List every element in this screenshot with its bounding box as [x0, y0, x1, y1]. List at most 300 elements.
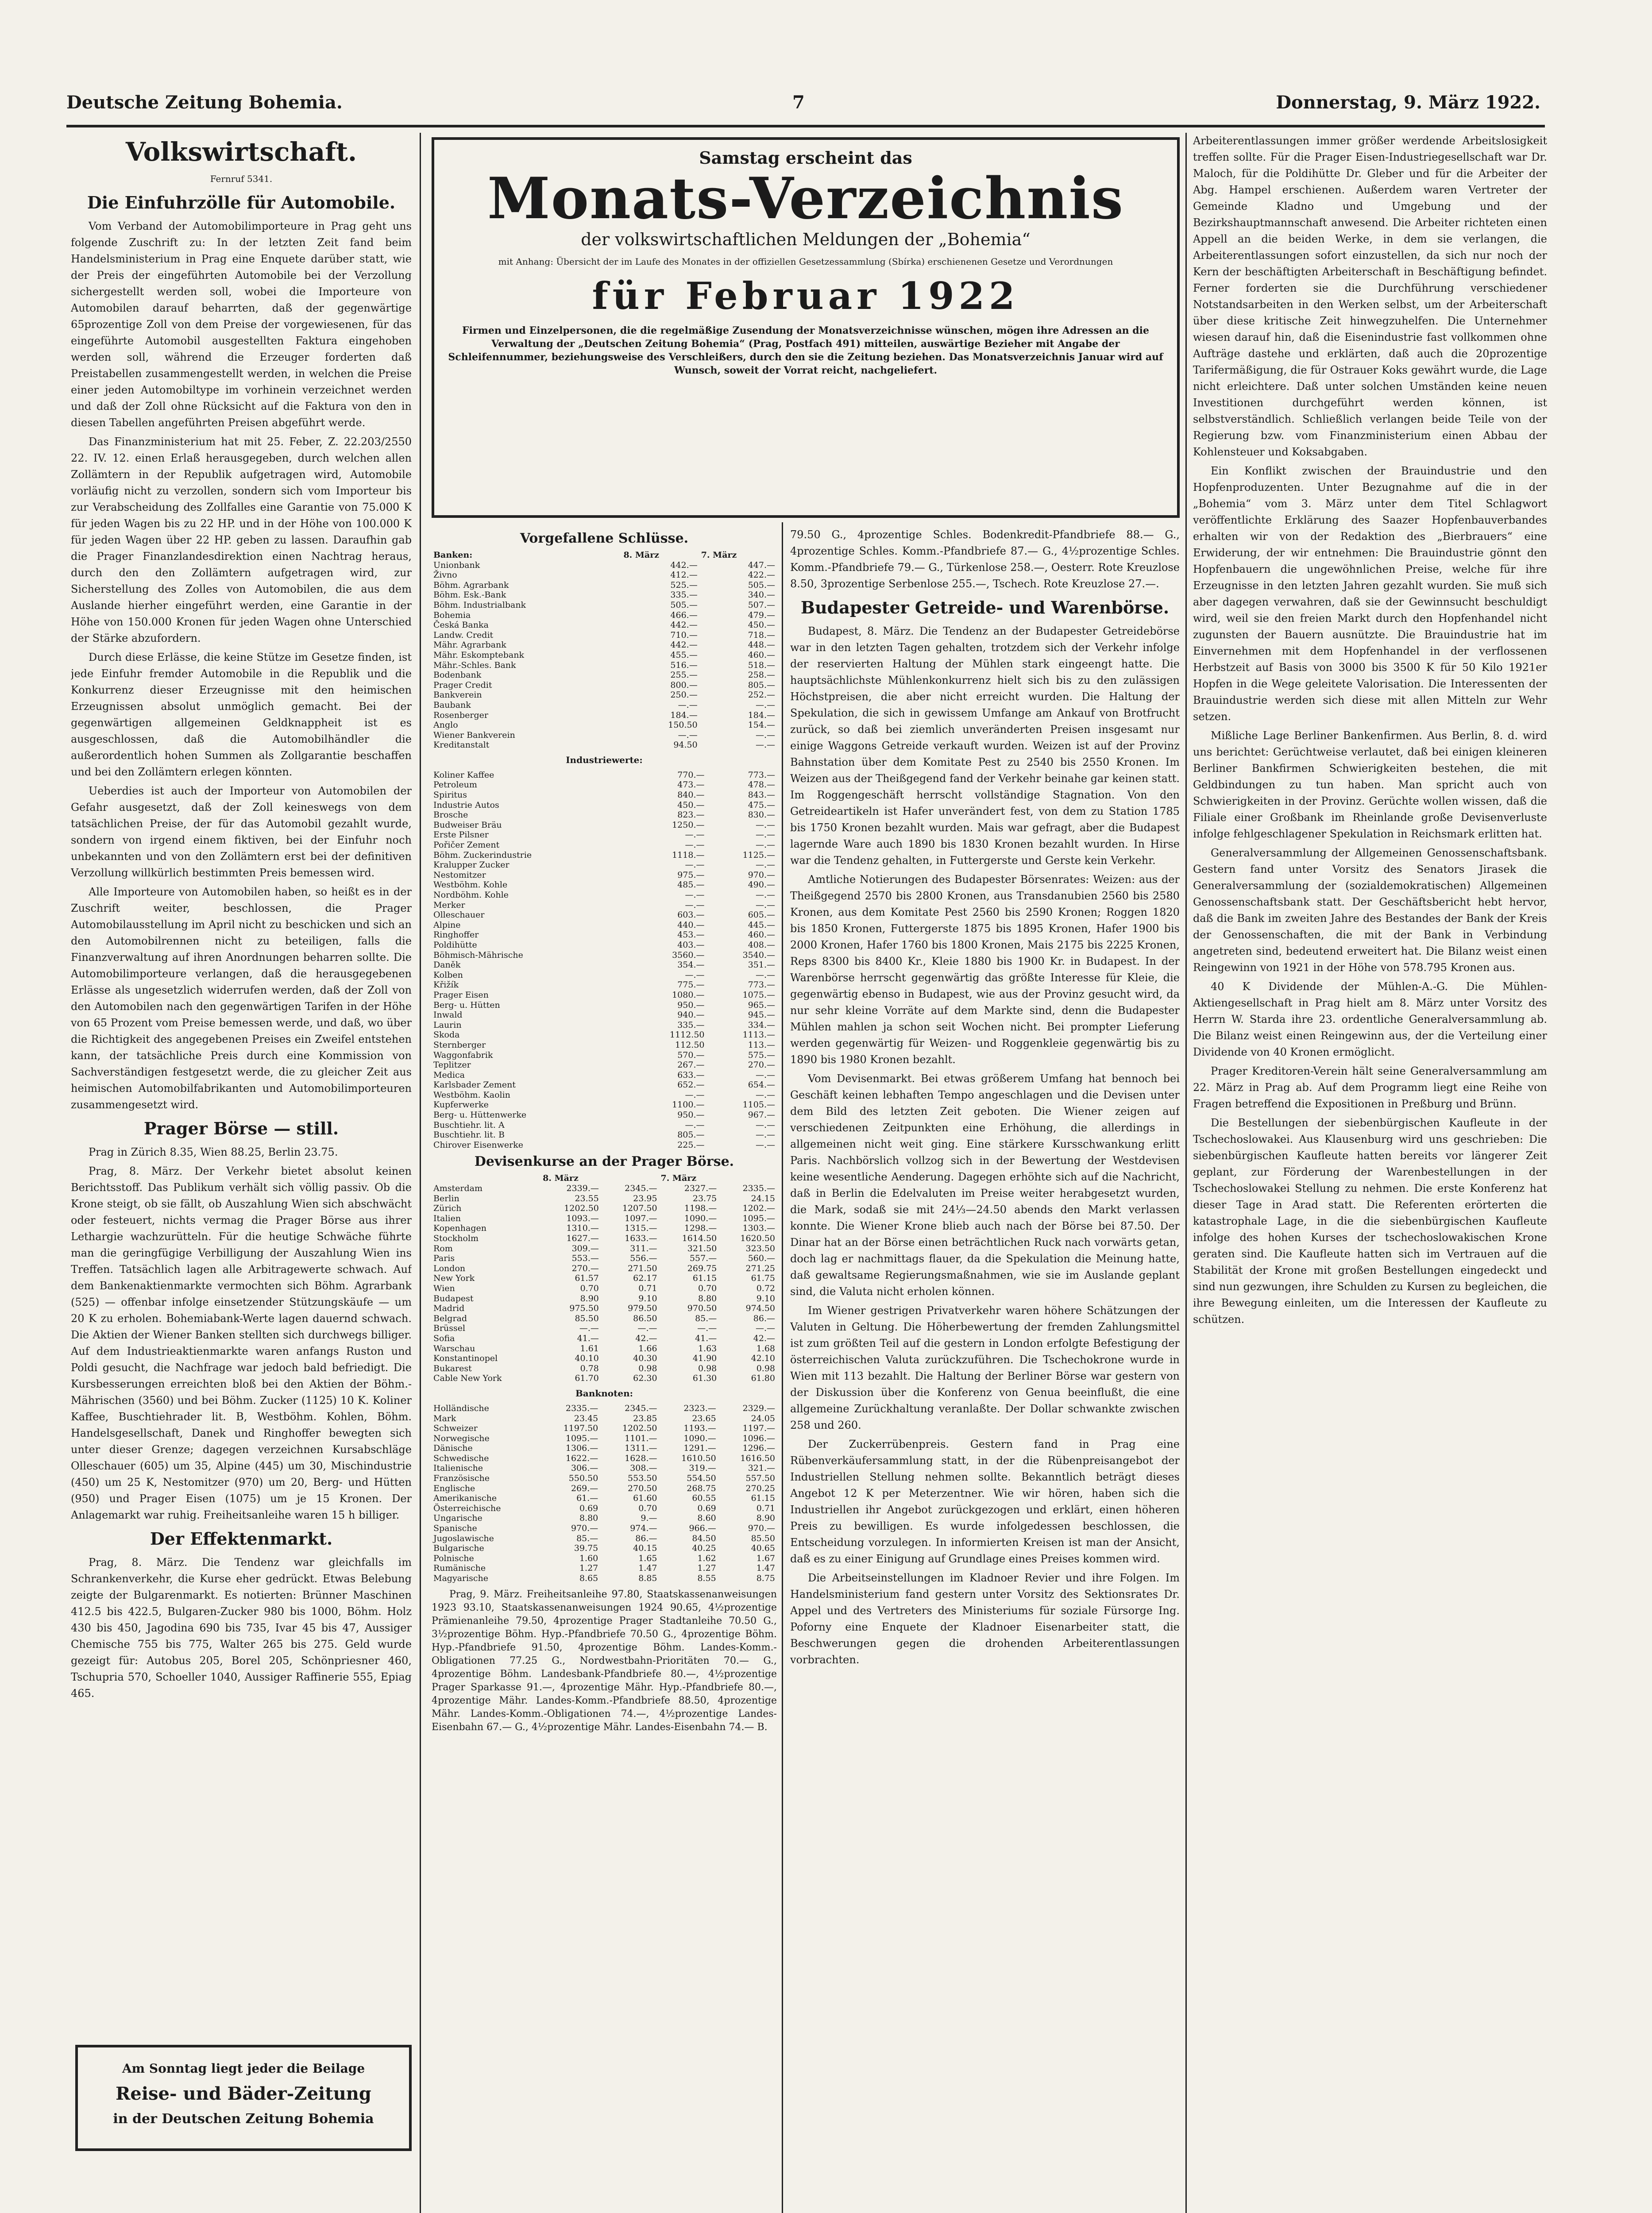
table-row — [432, 1353, 777, 1364]
row-value: 270.— — [748, 1060, 775, 1070]
table-row — [432, 990, 777, 1000]
row-value: 41.90 — [692, 1353, 717, 1364]
row-value: 773.— — [748, 770, 775, 780]
table-row — [432, 1344, 777, 1354]
row-value: 970.— — [571, 1523, 598, 1534]
row-value: 94.50 — [673, 740, 698, 750]
anlagen-paragraph: Prag, 9. März. Freiheitsanleihe 97.80, Staatskassenanweisungen 1923 93.10, Staatskassenanweisungen 1924 90.65, 4½prozentige Prämienanleihe 79.50, 4prozentige Prager Stadtanleihe 70.50 G., 3½prozentige Böhm. Hyp.-Pfandbriefe 70.50 G., 4prozentige Böhm. Hyp.-Pfandbriefe 91.50, 4prozentige Böhm. Landes-Komm.-Obligationen 77.25 G., Nordwestbahn-Prioritäten 70.— G., 4prozentige Böhm. Landesbank-Pfandbriefe 80.—, 4½prozentige Prager Sparkasse 91.—, 4prozentige Mähr. Hyp.-Pfandbriefe 80.—, 4prozentige Mähr. Landes-Komm.-Pfandbriefe 88.50, 4prozentige Mähr. Landes-Komm.-Obligationen 74.—, 4½prozentige Landes-Eisenbahn 67.— G., 4½prozentige Mähr. Landes-Eisenbahn 74.— B. — [432, 1588, 777, 1733]
row-value: 1310.— — [566, 1223, 599, 1234]
row-value: 518.— — [748, 660, 775, 670]
row-value: 560.— — [748, 1253, 775, 1264]
row-value: 1616.50 — [740, 1453, 775, 1463]
row-value: 3540.— — [742, 950, 775, 960]
row-value: 1090.— — [683, 1433, 716, 1443]
row-label: Merker — [433, 900, 465, 910]
table-row — [432, 1253, 777, 1264]
row-value: 1298.— — [684, 1223, 717, 1234]
row-value: 603.— — [677, 910, 705, 920]
row-value: —.— — [755, 1323, 775, 1334]
row-value: 321.50 — [687, 1243, 717, 1253]
table-header: 7. März — [660, 1173, 697, 1184]
table-row — [432, 1414, 777, 1424]
row-label: Rom — [433, 1243, 453, 1253]
row-value: 1610.50 — [681, 1453, 716, 1463]
table-row — [432, 1573, 777, 1584]
row-value: 86.— — [635, 1533, 657, 1543]
article-paragraph: 79.50 G., 4prozentige Schles. Bodenkredit-Pfandbriefe 88.— G., 4prozentige Schles. Komm.-Pfandbriefe 87.— G., 4½prozentige Schles. Komm.-Pfandbriefe 79.— G., Türkenlose 258.—, Oesterr. Rote Kreuzlose 8.50, 3prozentige Serbenlose 255.—, Tschech. Rote Kreuzlose 27.—. — [790, 528, 1180, 590]
beilage-line-1: Am Sonntag liegt jeder die Beilage — [122, 2061, 365, 2076]
row-value: —.— — [685, 900, 705, 910]
article-paragraph: Die Arbeitseinstellungen im Kladnoer Revier und ihre Folgen. Im Handelsministerium fand gestern unter Vorsitz des Sektionsrates Dr. Appel und des Vertreters des Ministeriums für soziale Fürsorge Ing. Poforny eine Enquete der Kladnoer Eisenarbeiter statt, die Beschwerungen gegen die drohenden Arbeiterentlassungen vorbrachten. — [790, 1572, 1180, 1666]
row-label: Koliner Kaffee — [433, 770, 494, 780]
row-label: Rumänische — [433, 1563, 486, 1573]
row-label: Kreditanstalt — [433, 740, 490, 750]
row-value: —.— — [755, 730, 775, 740]
row-value: 718.— — [748, 630, 775, 640]
row-value: 340.— — [748, 590, 775, 600]
row-value: 8.80 — [579, 1513, 598, 1523]
row-value: 354.— — [677, 960, 705, 970]
table-row — [432, 1453, 777, 1464]
row-value: 113.— — [748, 1040, 775, 1050]
row-label: Belgrad — [433, 1313, 467, 1323]
table-row — [432, 670, 777, 680]
row-value: 710.— — [670, 630, 698, 640]
row-label: Sternberger — [433, 1040, 486, 1050]
row-value: 39.75 — [574, 1543, 598, 1554]
ad-appendix: mit Anhang: Übersicht der im Laufe des Monates in der offiziellen Gesetzessammlung (Sbírka) erschienenen Gesetze und Verordnungen — [498, 256, 1113, 267]
article-paragraph: Alle Importeure von Automobilen haben, so heißt es in der Zuschrift weiter, beschlossen, die Prager Automobilausstellung im April nicht zu beschicken und sich an den Automobilrennen nicht zu beteiligen, falls die Finanzverwaltung auf ihren Anordnungen beharren sollte. Die Automobilimporteure verlangen, daß die herausgegebenen Erlässe als ungesetzlich widerrufen werden, daß der Zoll von den Automobilen nach den gegenwärtigen Tarifen in der Höhe von 65 Prozent vom Preise bemessen werde, und daß, wo über die Richtigkeit des angegebenen Preises ein Zweifel entstehen kann, der tatsächliche Preis durch eine Kommission von Sachverständigen festgesetzt werde, die zu gleicher Zeit aus heimischen Automobilfabrikanten und Automobilimporteuren zusammengesetzt wird. — [71, 886, 412, 1111]
row-label: Kralupper Zucker — [433, 860, 509, 870]
row-value: 652.— — [677, 1080, 705, 1090]
monats-verzeichnis-ad — [432, 137, 1180, 518]
row-value: 965.— — [748, 1000, 775, 1010]
table-row — [432, 1110, 777, 1120]
row-value: 267.— — [677, 1060, 705, 1070]
table-row — [432, 1010, 777, 1020]
row-value: 323.50 — [745, 1243, 775, 1253]
row-label: Budweiser Bräu — [433, 820, 502, 830]
row-value: 23.65 — [692, 1413, 716, 1423]
table-row — [432, 1000, 777, 1010]
row-value: 553.50 — [628, 1473, 657, 1484]
table-row — [432, 970, 777, 980]
row-value: 460.— — [748, 930, 775, 940]
row-value: 40.15 — [633, 1543, 657, 1554]
row-value: 0.98 — [756, 1363, 775, 1373]
row-value: 570.— — [677, 1050, 705, 1060]
article-paragraph: Durch diese Erlässe, die keine Stütze im Gesetze finden, ist jede Einfuhr fremder Automobile in die Republik und die Konkurrenz dieser Erzeugnisse mit den heimischen Erzeugnissen absolut unmöglich gemacht. Bei der gegenwärtigen allgemeinen Geldknappheit ist es ausgeschlossen, daß die Automobilhändler die außerordentlich hohen Summen als Zollgarantie beschaffen und bei den Zollämtern erlegen könnten. — [71, 651, 412, 778]
article-paragraph: Generalversammlung der Allgemeinen Genossenschaftsbank. Gestern fand unter Vorsitz des Senators Jirasek die Generalversammlung der (sozialdemokratischen) Allgemeinen Genossenschaftsbank statt. Der Geschäftsbericht hebt hervor, daß die Bank im zweiten Jahre des Bestandes der Bank der Kreis der Genossenschaften, die mit der Bank in Verbindung angetreten sind, bedeutend erweitert hat. Die Bilanz weist einen Reingewinn von 1921 in der Höhe von 578.795 Kronen aus. — [1193, 847, 1547, 974]
article-title-autozoelle: Die Einfuhrzölle für Automobile. — [87, 193, 396, 212]
row-value: 975.— — [677, 870, 705, 880]
table-row — [432, 820, 777, 830]
row-label: Erste Pilsner — [433, 830, 489, 840]
table-row — [432, 910, 777, 920]
row-label: Cable New York — [433, 1373, 502, 1384]
row-value: 773.— — [748, 980, 775, 990]
header-rule — [66, 125, 1545, 127]
row-value: 575.— — [748, 1050, 775, 1060]
row-value: 450.— — [748, 620, 775, 630]
row-value: 40.25 — [692, 1543, 716, 1554]
article-title-prager-boerse: Prager Börse — still. — [143, 1118, 339, 1138]
table-header: 8. März — [543, 1173, 579, 1184]
row-value: 440.— — [677, 920, 705, 930]
row-value: —.— — [685, 860, 705, 870]
issue-date: Donnerstag, 9. März 1922. — [1276, 92, 1540, 113]
row-value: 85.— — [576, 1533, 598, 1543]
row-value: 475.— — [748, 800, 775, 810]
article-title-effektenmarkt: Der Effektenmarkt. — [150, 1529, 333, 1549]
table-row — [432, 1223, 777, 1234]
row-label: Bukarest — [433, 1363, 472, 1373]
row-value: 1303.— — [742, 1223, 775, 1234]
table-row — [432, 1484, 777, 1494]
row-value: 269.75 — [687, 1263, 717, 1273]
row-value: —.— — [755, 740, 775, 750]
table-row — [432, 1273, 777, 1284]
row-value: 1197.— — [742, 1423, 775, 1434]
row-label: Böhm. Zuckerindustrie — [433, 850, 532, 860]
row-value: 0.98 — [698, 1363, 717, 1373]
table1-title: Vorgefallene Schlüsse. — [520, 531, 689, 546]
row-value: 1198.— — [684, 1203, 717, 1214]
row-value: 9.10 — [638, 1293, 657, 1303]
table-row — [432, 1060, 777, 1070]
row-value: 966.— — [689, 1523, 716, 1534]
row-value: 950.— — [677, 1110, 705, 1120]
row-value: 61.75 — [751, 1273, 775, 1284]
row-label: Wien — [433, 1283, 455, 1293]
table-row — [432, 1050, 777, 1060]
table-row — [432, 640, 777, 650]
row-label: Nestomitzer — [433, 870, 486, 880]
row-label: Mähr.-Schles. Bank — [433, 660, 516, 670]
row-label: Ungarische — [433, 1513, 482, 1523]
row-value: 1105.— — [742, 1100, 775, 1110]
row-value: 334.— — [748, 1020, 775, 1030]
row-value: 442.— — [670, 560, 698, 570]
table-row — [432, 920, 777, 930]
schluesse-table — [432, 550, 777, 750]
row-value: 0.70 — [698, 1283, 717, 1293]
row-label: Mähr. Eskomptebank — [433, 650, 524, 660]
row-value: 775.— — [677, 980, 705, 990]
row-value: 840.— — [677, 790, 705, 800]
table-row — [432, 1423, 777, 1434]
newspaper-name: Deutsche Zeitung Bohemia. — [66, 92, 343, 113]
row-value: 60.55 — [692, 1493, 716, 1504]
row-value: 805.— — [677, 1130, 705, 1140]
table-row — [432, 1070, 777, 1080]
row-value: 85.— — [695, 1313, 717, 1323]
row-value: 412.— — [670, 570, 698, 580]
row-value: 0.71 — [756, 1503, 775, 1513]
row-value: 442.— — [670, 620, 698, 630]
row-value: 271.25 — [745, 1263, 775, 1273]
table-row — [432, 1030, 777, 1040]
row-value: 62.30 — [633, 1373, 657, 1384]
table-row — [432, 590, 777, 600]
table-row — [432, 1443, 777, 1453]
row-value: 23.85 — [633, 1413, 657, 1423]
row-label: Prager Eisen — [433, 990, 489, 1000]
row-value: 225.— — [677, 1140, 705, 1150]
row-label: Teplitzer — [433, 1060, 471, 1070]
table-row — [432, 1364, 777, 1374]
row-label: Buschtiehr. lit. A — [433, 1120, 505, 1130]
table-row — [432, 630, 777, 640]
row-label: Konstantinopel — [433, 1353, 498, 1364]
row-value: 1622.— — [565, 1453, 598, 1463]
row-value: 970.— — [748, 870, 775, 880]
row-value: 1096.— — [742, 1433, 775, 1443]
row-value: 61.57 — [575, 1273, 599, 1284]
column-3 — [790, 527, 1180, 2213]
table-row — [432, 1543, 777, 1554]
row-value: 1202.50 — [622, 1423, 657, 1434]
table-row — [432, 960, 777, 970]
row-value: 450.— — [677, 800, 705, 810]
row-value: 447.— — [748, 560, 775, 570]
table-row — [432, 1534, 777, 1544]
row-label: Buschtiehr. lit. B — [433, 1130, 505, 1140]
table-row — [432, 1314, 777, 1324]
row-value: 62.17 — [633, 1273, 657, 1284]
row-label: Stockholm — [433, 1234, 479, 1243]
row-label: Budapest — [433, 1293, 474, 1303]
row-value: 2339.— — [566, 1184, 599, 1194]
row-value: 9.10 — [756, 1293, 775, 1303]
row-label: Poldihütte — [433, 940, 477, 950]
beilage-line-3: in der Deutschen Zeitung Bohemia — [113, 2111, 374, 2127]
article-paragraph: Prag, 8. März. Die Tendenz war gleichfalls im Schrankenverkehr, die Kurse eher gedrückt. Etwas Belebung zeigte der Bulgarenmarkt. Es notierten: Brünner Maschinen 412.5 bis 422.5, Bulgaren-Zucker 980 bis 1000, Böhm. Holz 430 bis 450, Jagodina 690 bis 735, Ivar 45 bis 47, Aussiger Chemische 755 bis 775, Walter 265 bis 275. Geld wurde gezeigt für: Autobus 205, Borel 205, Schönpriesner 460, Tschupria 570, Schoeller 1040, Aussiger Raffinerie 555, Epiag 465. — [71, 1556, 412, 1700]
row-value: 150.50 — [668, 720, 698, 730]
row-value: 654.— — [748, 1080, 775, 1090]
row-label: Dänische — [433, 1443, 473, 1453]
row-value: 442.— — [670, 640, 698, 650]
industriewerte-table — [432, 770, 777, 1150]
table-row — [432, 560, 777, 571]
row-value: 3560.— — [672, 950, 705, 960]
row-value: 1.47 — [638, 1563, 657, 1573]
row-value: 975.50 — [569, 1303, 599, 1314]
row-value: —.— — [678, 730, 698, 740]
row-value: 8.85 — [638, 1573, 657, 1583]
article-paragraph: Budapest, 8. März. Die Tendenz an der Budapester Getreidebörse war in den letzten Tagen gehalten, trotzdem sich der Verkehr infolge der reservierten Haltung der Mühlen stark eingeengt hatte. Die hauptsächlichste Mühlenkonkurrenz hielt sich bis zu den zulässigen Höchstpreisen, die aber nicht erreicht wurden. Die Haltung der Spekulation, die sich in gewissem Umfange am Ankauf von Brotfrucht zurück, so daß bei ziemlich unveränderten Preisen insgesamt nur einige Waggons Getreide verkauft wurden. Weizen ist auf der Provinz Bahnstation über dem Komitate Pest zu 2540 bis 2550 Kronen. Im Weizen aus der Theißgegend fand der Verkehr beinahe gar keinen statt. Im Roggengeschäft herrscht vollständige Stagnation. Von den Getreideartikeln ist Hafer unverändert fest, von dem zu Station 1785 bis 1750 Kronen bezahlt wurden. Mais war gefragt, aber die Budapest lagernde Ware auch 1890 bis 1830 Kronen bezahlt wurden. In Hirse war die Tendenz gehalten, in Futtergerste und Gerste kein Verkehr. — [790, 625, 1180, 867]
row-value: 8.75 — [756, 1573, 775, 1583]
row-value: 61.80 — [751, 1373, 775, 1384]
row-value: 1.65 — [638, 1553, 657, 1563]
row-value: 1291.— — [683, 1443, 716, 1453]
row-value: 408.— — [748, 940, 775, 950]
article-paragraph: Amtliche Notierungen des Budapester Börsenrates: Weizen: aus der Theißgegend 2570 bis 2800 Kronen, aus Transdanubien 2560 bis 2580 Kronen, aus dem Komitate Pest 2560 bis 2590 Kronen; Roggen 1820 bis 1850 Kronen, Futtergerste 1875 bis 1895 Kronen, Hafer 1900 bis 2000 Kronen, Hafer 1760 bis 1800 Kronen, Mais 2175 bis 2225 Kronen, Reps 8300 bis 8400 Kr., Kleie 1880 bis 1900 Kr. in Budapest. In der Warenbörse herrscht gegenwärtig das größte Interesse für Kleie, die gegenwärtig ebenso in Budapest, wie aus der Provinz gesucht wird, da nur sehr kleine Vorräte auf dem Markte sind, denn die Budapester Mühlen mahlen ja schon seit Wochen nicht. Bei prompter Lieferung werden gegenwärtig für Weizen- und Roggenkleie gegenwärtig bis zu 1890 bis 1980 Kronen bezahlt. — [790, 873, 1180, 1066]
table-row — [432, 610, 777, 621]
table-row — [432, 1264, 777, 1274]
row-value: 1614.50 — [682, 1234, 717, 1243]
ad-month: für Februar 1922 — [592, 274, 1019, 318]
column-4 — [1193, 133, 1547, 2213]
row-label: Madrid — [433, 1303, 465, 1314]
row-label: Inwald — [433, 1010, 463, 1020]
row-value: 86.50 — [633, 1313, 657, 1323]
row-label: Polnische — [433, 1553, 474, 1563]
row-value: —.— — [755, 1090, 775, 1100]
row-value: 770.— — [677, 770, 705, 780]
table-row — [432, 790, 777, 800]
row-value: 41.— — [577, 1333, 599, 1343]
row-label: Nordböhm. Kohle — [433, 890, 509, 900]
row-value: 1.68 — [756, 1343, 775, 1353]
table-header: 7. März — [701, 550, 737, 560]
row-value: —.— — [755, 890, 775, 900]
row-value: 1075.— — [742, 990, 775, 1000]
article-paragraph: Das Finanzministerium hat mit 25. Feber, Z. 22.203/2550 22. IV. 12. einen Erlaß herausgegeben, durch welchen allen Zollämtern in der Republik aufgetragen wird, Automobile vorläufig nicht zu verzollen, sondern sich vom Importeur bis zur Verabscheidung des Zollfalles eine Garantie von 75.000 K für jeden Wagen bis zu 22 HP. und in der Höhe von 100.000 K für jeden Wagen über 22 HP. geben zu lassen. Daraufhin gab die Prager Finanzlandesdirektion einen Nachtrag heraus, durch den den Zollämtern aufgetragen wird, zur Sicherstellung des Zolles von Automobilen, die aus dem Auslande hierher eingeführt werden, eine Garantie in der Höhe von 150.000 Kronen für jeden Wagen ohne Unterschied der Stärke abzufordern. — [71, 436, 412, 644]
row-label: Österreichische — [433, 1503, 501, 1513]
row-value: 1100.— — [672, 1100, 705, 1110]
table-row — [432, 830, 777, 840]
row-label: Laurin — [433, 1020, 462, 1030]
row-value: 455.— — [670, 650, 698, 660]
row-value: 1090.— — [684, 1213, 717, 1223]
article-paragraph: Im Wiener gestrigen Privatverkehr waren höhere Schätzungen der Valuten in Geltung. Die Höherbewertung der fremden Zahlungsmittel ist zum größten Teil auf die gestern in London erfolgte Befestigung der österreichischen Valuta zurückzuführen. Die Tschechokrone wurde in Wien mit 113 bezahlt. Die Haltung der Berliner Börse war gestern von der Diskussion über die Konferenz von Genua beeinflußt, die eine allgemeine Zurückhaltung veranlaßte. Der Dollar schwankte zwischen 258 und 260. — [790, 1304, 1180, 1431]
row-value: 605.— — [748, 910, 775, 920]
row-value: 1207.50 — [622, 1203, 657, 1214]
row-value: 830.— — [748, 810, 775, 820]
table-row — [432, 810, 777, 820]
row-value: —.— — [755, 830, 775, 840]
row-value: 1.66 — [638, 1343, 657, 1353]
table2-title: Devisenkurse an der Prager Börse. — [474, 1154, 734, 1170]
row-value: 23.75 — [692, 1193, 717, 1203]
table-row — [432, 1473, 777, 1484]
row-value: 1.27 — [697, 1563, 716, 1573]
row-label: Kolben — [433, 970, 463, 980]
table-row — [432, 1214, 777, 1224]
row-label: Ringhoffer — [433, 930, 479, 940]
row-label: Petroleum — [433, 780, 477, 790]
row-value: 1095.— — [565, 1433, 598, 1443]
row-value: 1627.— — [566, 1234, 599, 1243]
row-value: 557.50 — [745, 1473, 775, 1484]
row-value: 453.— — [677, 930, 705, 940]
row-value: 0.70 — [580, 1283, 599, 1293]
row-value: 633.— — [677, 1070, 705, 1080]
row-value: 8.60 — [697, 1513, 716, 1523]
row-value: 0.98 — [638, 1363, 657, 1373]
row-label: Rosenberger — [433, 710, 488, 720]
row-label: Spiritus — [433, 790, 467, 800]
row-label: Mark — [433, 1413, 456, 1423]
row-value: 23.55 — [575, 1193, 599, 1203]
row-value: 8.90 — [756, 1513, 775, 1523]
row-label: Holländische — [433, 1403, 489, 1413]
ad-subtitle: der volkswirtschaftlichen Meldungen der „Bohemia“ — [581, 230, 1031, 249]
row-value: 1093.— — [566, 1213, 599, 1223]
table-row — [432, 1303, 777, 1314]
row-value: 2335.— — [742, 1184, 775, 1194]
row-value: —.— — [755, 1140, 775, 1150]
row-label: Jugoslawische — [433, 1533, 494, 1543]
row-value: 319.— — [689, 1463, 716, 1473]
row-label: Křižík — [433, 980, 459, 990]
ad-line-1: Samstag erscheint das — [699, 148, 912, 168]
table-row — [432, 940, 777, 950]
row-label: Schwedische — [433, 1453, 489, 1463]
row-value: 1125.— — [742, 850, 775, 860]
row-value: 311.— — [630, 1243, 657, 1253]
row-value: 61.30 — [692, 1373, 717, 1384]
row-value: 473.— — [677, 780, 705, 790]
row-value: 554.50 — [687, 1473, 716, 1484]
table-row — [432, 1080, 777, 1090]
row-label: Böhm. Agrarbank — [433, 580, 509, 590]
row-label: Anglo — [433, 720, 458, 730]
article-paragraph: 40 K Dividende der Mühlen-A.-G. Die Mühlen-Aktiengesellschaft in Prag hielt am 8. März unter Vorsitz des Herrn W. Starda ihre 23. ordentliche Generalversammlung ab. Die Bilanz weist einen Reingewinn aus, der die Verteilung einer Dividende von 40 Kronen ermöglicht. — [1193, 980, 1547, 1058]
table-row — [432, 1100, 777, 1110]
row-value: 250.— — [670, 690, 698, 700]
table-row — [432, 1284, 777, 1294]
row-label: Waggonfabrik — [433, 1050, 493, 1060]
row-value: 84.50 — [692, 1533, 716, 1543]
row-label: Berlin — [433, 1193, 459, 1203]
row-value: 258.— — [748, 670, 775, 680]
table-row — [432, 870, 777, 880]
row-label: Böhmisch-Mährische — [433, 950, 523, 960]
table-row — [432, 900, 777, 910]
table-header — [432, 1173, 541, 1184]
row-value: 516.— — [670, 660, 698, 670]
row-label: New York — [433, 1273, 475, 1284]
row-value: 1315.— — [625, 1223, 657, 1234]
row-value: 979.50 — [628, 1303, 657, 1314]
row-label: Französische — [433, 1473, 490, 1484]
row-value: 2329.— — [742, 1403, 775, 1413]
table-row — [432, 660, 777, 671]
table-row — [432, 570, 777, 580]
row-value: 85.50 — [751, 1533, 775, 1543]
table-row — [432, 650, 777, 660]
row-label: Česká Banka — [433, 620, 489, 630]
table-row — [432, 1184, 777, 1194]
row-value: 306.— — [571, 1463, 598, 1473]
row-value: 61.60 — [633, 1493, 657, 1504]
table-row — [432, 980, 777, 990]
row-value: 800.— — [670, 680, 698, 690]
row-value: 970.50 — [687, 1303, 717, 1314]
table-row — [432, 860, 777, 870]
row-value: —.— — [678, 700, 698, 710]
row-value: 40.30 — [633, 1353, 657, 1364]
row-label: Magyarische — [433, 1573, 489, 1583]
row-label: Westböhm. Kaolin — [433, 1090, 510, 1100]
row-value: 86.— — [753, 1313, 775, 1323]
table-row — [432, 1294, 777, 1304]
column-divider-2 — [782, 522, 783, 2213]
table-row — [432, 1554, 777, 1564]
column-divider-1 — [420, 133, 421, 2213]
row-label: Warschau — [433, 1343, 475, 1353]
row-value: 485.— — [677, 880, 705, 890]
table1b-title: Industriewerte: — [566, 754, 643, 765]
row-value: 0.69 — [697, 1503, 716, 1513]
row-value: 553.— — [571, 1253, 599, 1264]
article-paragraph: Prag, 8. März. Der Verkehr bietet absolut keinen Berichtsstoff. Das Publikum verhält sich völlig passiv. Ob die Krone steigt, ob sie fällt, ob Auszahlung Wien sich abschwächt oder festeuert, nichts vermag die Prager Börse aus ihrer Lethargie wachzurütteln. Für die heutige Schwäche führte man die geringfügige Verbilligung der Auszahlung Wien ins Treffen. Tatsächlich lagen alle Arbitragewerte schwach. Auf dem Bankenaktienmarkte vermochten sich Böhm. Agrarbank (525) — offenbar infolge einsetzender Stützungskäufe — um 20 K zu erholen. Bohemiabank-Werte lagen dauernd schwach. Die Aktien der Wiener Banken stellten sich durchwegs billiger. Auf dem Industrieaktienmarkte waren anfangs Ruston und Poldi gesucht, die Nachfrage war jedoch bald befriedigt. Die Kursbesserungen erreichten bloß bei den Aktien der Böhm.-Mährischen (3560) und bei Böhm. Zucker (1125) 10 K. Koliner Kaffee, Buschtiehrader lit. B, Westböhm. Kohlen, Böhm. Handelsgesellschaft, Danek und Ringhoffer bewegten sich unter dieser Grenze; dagegen verzeichnen Kursabschläge Olleschauer (605) um 35, Alpine (445) um 30, Mischindustrie (450) um 25 K, Nestomitzer (970) um 20, Berg- und Hütten (950) und Prager Eisen (1075) um je 15 Kronen. Der Anlagemarkt war ruhig. Freiheitsanleihe waren 15 h billiger. — [71, 1165, 412, 1521]
row-value: 2345.— — [625, 1184, 657, 1194]
row-label: Medica — [433, 1070, 465, 1080]
row-label: Bulgarische — [433, 1543, 484, 1554]
